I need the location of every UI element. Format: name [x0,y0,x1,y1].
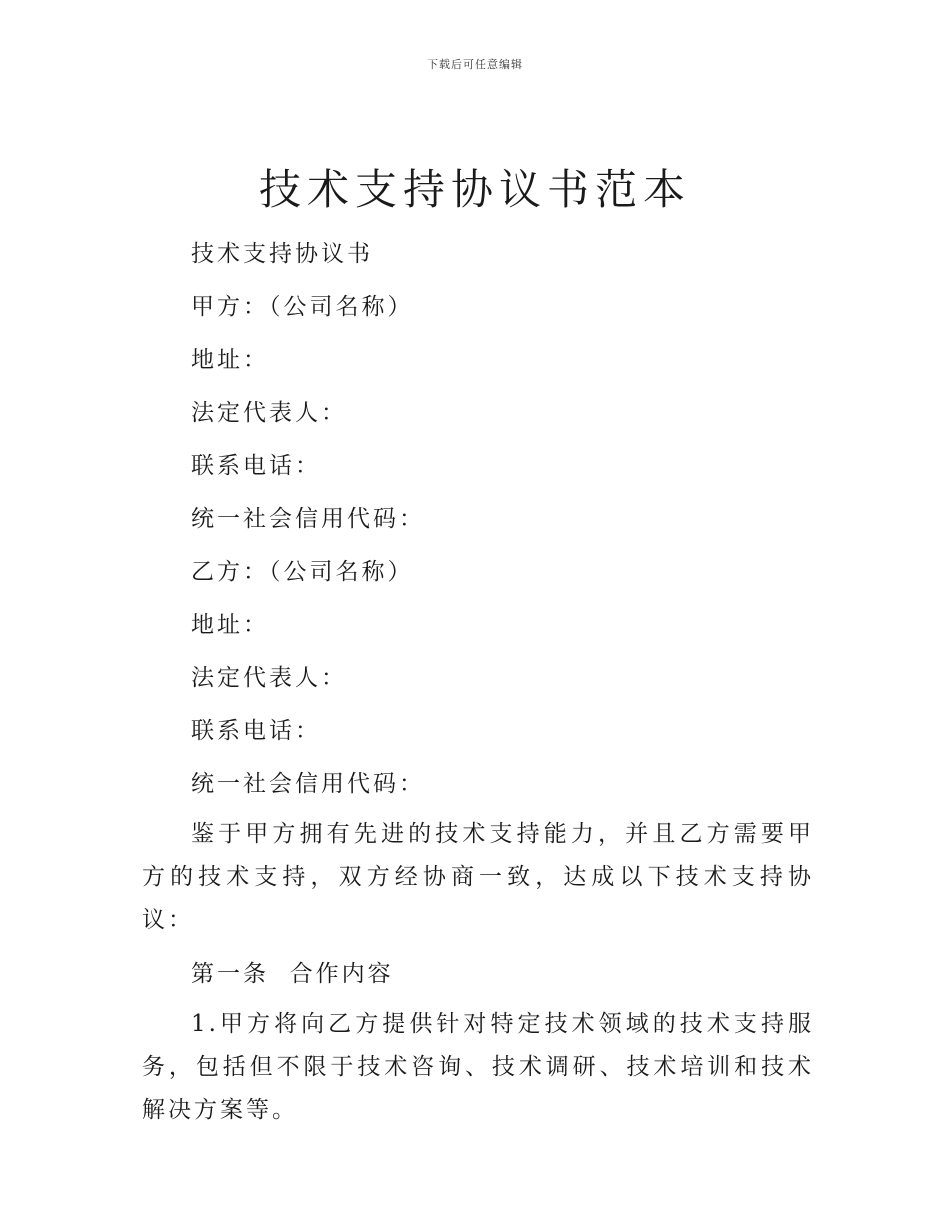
agreement-subtitle: 技术支持协议书 [191,241,373,267]
article-1-item-1: 1.甲方将向乙方提供针对特定技术领域的技术支持服务，包括但不限于技术咨询、技术调研、技术培训和技术解决方案等。 [142,1011,814,1123]
document-title: 技术支持协议书范本 [258,165,691,214]
party-a-address: 地址： [191,347,269,373]
party-a-legal-representative: 法定代表人： [191,400,347,426]
party-b-legal-representative: 法定代表人： [191,665,347,691]
party-a-phone: 联系电话： [191,453,321,479]
party-b-credit-code: 统一社会信用代码： [191,771,425,797]
article-1-heading: 第一条 合作内容 [191,961,394,987]
preamble-paragraph: 鉴于甲方拥有先进的技术支持能力，并且乙方需要甲方的技术支持，双方经协商一致，达成以下技术支持协议： [142,821,814,933]
party-a-name: 甲方：（公司名称） [191,294,414,320]
document-body [142,228,814,1138]
party-b-name: 乙方：（公司名称） [191,559,414,585]
header-note: 下载后可任意编辑 [427,58,523,71]
party-a-credit-code: 统一社会信用代码： [191,506,425,532]
party-b-phone: 联系电话： [191,718,321,744]
party-b-address: 地址： [191,612,269,638]
